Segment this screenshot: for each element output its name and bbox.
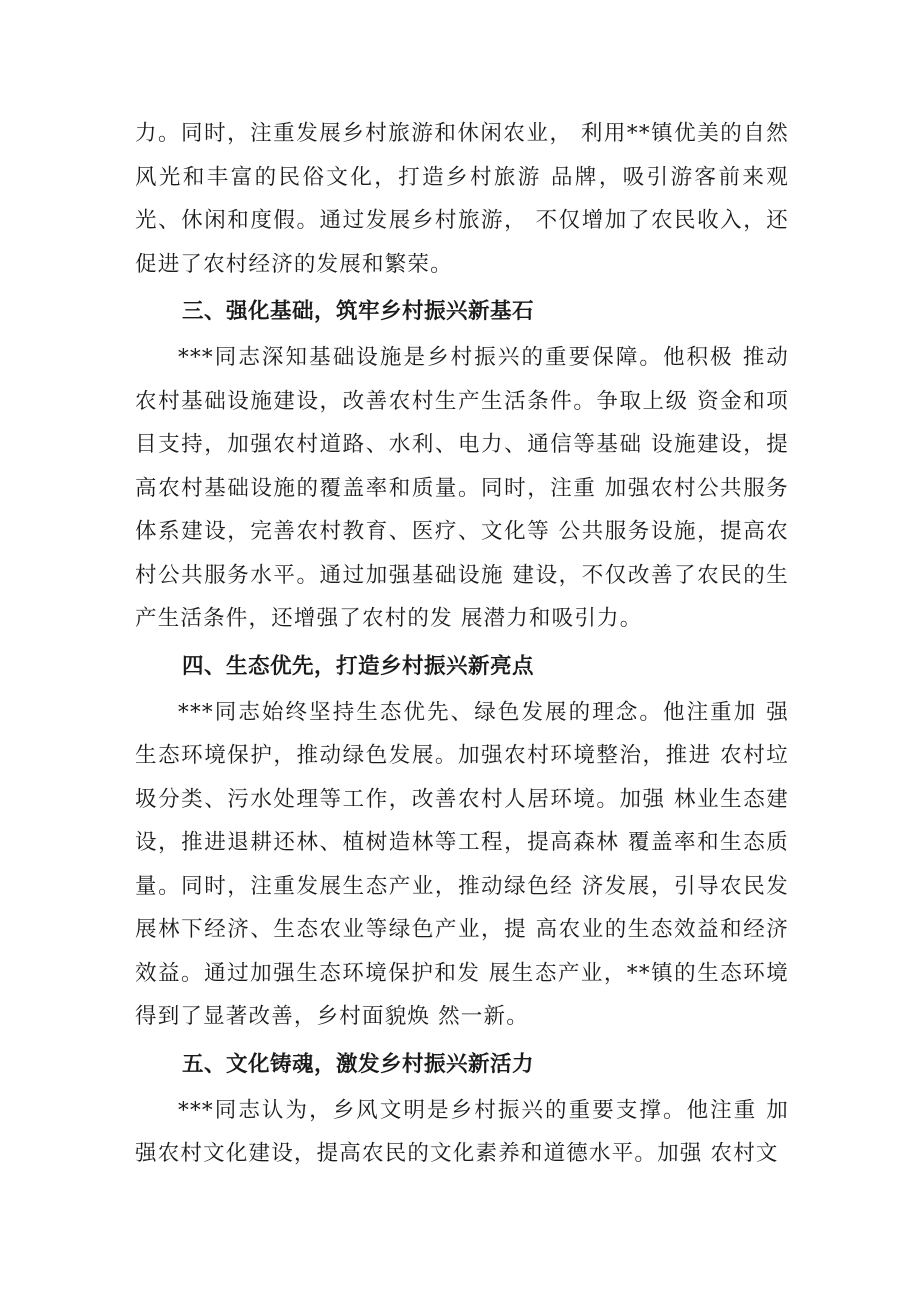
section-heading-4: 四、生态优先，打造乡村振兴新亮点 bbox=[182, 653, 535, 679]
section-heading-3: 三、强化基础，筑牢乡村振兴新基石 bbox=[182, 299, 535, 324]
paragraph-2: ***同志深知基础设施是乡村振兴的重要保障。他积极 推动农村基础设施建设，改善农村生产生活条件。争取上级 资金和项目支持，加强农村道路、水利、电力、通信等基础 设施建设，提高农村基础设施的覆盖率和质量。同时，注重 加强农村公共服务体系建设，完善农村教育、医疗、文化等 公共服务设施，提高农村公共服务水平。通过加强基础设施 建设，不仅改善了农民的生产生活条件，还增强了农村的发 展潜力和吸引力。 bbox=[135, 345, 789, 631]
paragraph-1: 力。同时，注重发展乡村旅游和休闲农业， 利用**镇优美的自然风光和丰富的民俗文化，打造乡村旅游 品牌，吸引游客前来观光、休闲和度假。通过发展乡村旅游， 不仅增加了农民收入，还促进了农村经济的发展和繁荣。 bbox=[135, 121, 789, 277]
document-body bbox=[135, 112, 789, 1176]
paragraph-4: ***同志认为，乡风文明是乡村振兴的重要支撑。他注重 加强农村文化建设，提高农民的文化素养和道德水平。加强 农村文 bbox=[135, 1097, 789, 1166]
section-heading-5: 五、文化铸魂，激发乡村振兴新活力 bbox=[182, 1051, 535, 1077]
paragraph-3: ***同志始终坚持生态优先、绿色发展的理念。他注重加 强生态环境保护，推动绿色发展。加强农村环境整治，推进 农村垃圾分类、污水处理等工作，改善农村人居环境。加强 林业生态建设，推进退耕还林、植树造林等工程，提高森林 覆盖率和生态质量。同时，注重发展生态产业，推动绿色经 济发展，引导农民发展林下经济、生态农业等绿色产业，提 高农业的生态效益和经济效益。通过加强生态环境保护和发 展生态产业，**镇的生态环境得到了显著改善，乡村面貌焕 然一新。 bbox=[135, 699, 789, 1029]
